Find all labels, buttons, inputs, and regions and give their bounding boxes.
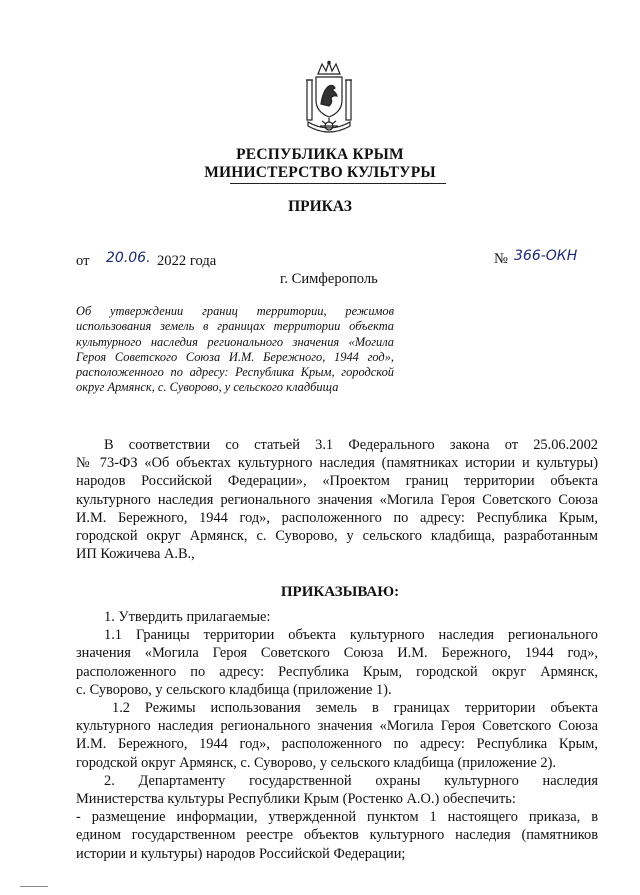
preamble — [76, 436, 598, 563]
item-1-1-line: 1.1 Границы территории объекта культурного наследия регионального — [104, 627, 598, 644]
item-2-line: Министерства культуры Республики Крым (Ростенко А.О.) обеспечить: — [76, 791, 516, 808]
org-line-republic: РЕСПУБЛИКА КРЫМ — [236, 146, 404, 163]
order-word: ПРИКАЗЫВАЮ: — [280, 584, 400, 600]
item-2-line: 2. Департаменту государственной охраны культурного наследия — [104, 772, 598, 789]
header-divider — [230, 183, 446, 184]
item-1: 1. Утвердить прилагаемые: — [104, 609, 271, 625]
preamble-line: городской округ Армянск, с. Суворово, у сельского кладбища, разработанным — [76, 528, 598, 545]
item-1-1-line: расположенного по адресу: Республика Крым, городской округ Армянск, — [76, 663, 598, 680]
preamble-line: № 73-ФЗ «Об объектах культурного наследия (памятниках истории и культуры) — [76, 455, 598, 472]
preamble-line: культурного наследия регионального значения «Могила Героя Советского Союза — [76, 491, 598, 508]
order-items — [76, 608, 598, 863]
item-2a-line: - размещение информации, утвержденной пунктом 1 настоящего приказа, в — [76, 809, 598, 826]
org-line-ministry: МИНИСТЕРСТВО КУЛЬТУРЫ — [204, 164, 436, 181]
preamble-line: И.М. Бережного, 1944 год», расположенного по адресу: Республика Крым, — [76, 509, 598, 526]
item-2a-line: едином государственном реестре объектов культурного наследия (памятников — [76, 827, 598, 844]
coat-of-arms-icon — [302, 60, 356, 136]
item-2a-line: истории и культуры) народов Российской Федерации; — [76, 845, 406, 862]
number-handwritten: 366-ОКН — [514, 248, 578, 264]
preamble-line: ИП Кожичева А.В., — [76, 546, 195, 563]
preamble-line: В соответствии со статьей 3.1 Федерального закона от 25.06.2002 — [104, 437, 598, 453]
item-1-2-line: И.М. Бережного, 1944 год», расположенного по адресу: Республика Крым, — [76, 736, 598, 753]
preamble-line: народов Российской Федерации», «Проектом границ территории объекта — [76, 473, 598, 490]
date-handwritten: 20.06. — [106, 250, 151, 266]
document-type: ПРИКАЗ — [288, 198, 352, 215]
date-prefix: от — [76, 253, 90, 269]
item-1-1-line: значения «Могила Героя Советского Союза И.М. Бережного, 1944 год», — [76, 645, 598, 662]
item-1-1-line: с. Суворово, у сельского кладбища (приложение 1). — [76, 681, 392, 698]
item-1-2-line: городской округ Армянск, с. Суворово, у сельского кладбища (приложение 2). — [76, 754, 556, 771]
date-year: 2022 года — [157, 253, 217, 269]
city: г. Симферополь — [280, 271, 378, 287]
item-1-2-line: 1.2 Режимы использования земель в границах территории объекта — [112, 700, 598, 717]
item-1-2-line: культурного наследия регионального значения «Могила Героя Советского Союза — [76, 718, 598, 735]
order-subject: Об утверждении границ территории, режимов использования земель в границах территории объекта культурного наследия регионального значения «Могила Героя Советского Союза И.М. Бережного, 1944 год», расположенного по адресу: Республика Крым, городской округ Армянск, с. Суворово, у сельского кладбища — [76, 304, 394, 395]
page-edge-mark — [20, 886, 48, 887]
number-prefix: № — [494, 251, 508, 267]
